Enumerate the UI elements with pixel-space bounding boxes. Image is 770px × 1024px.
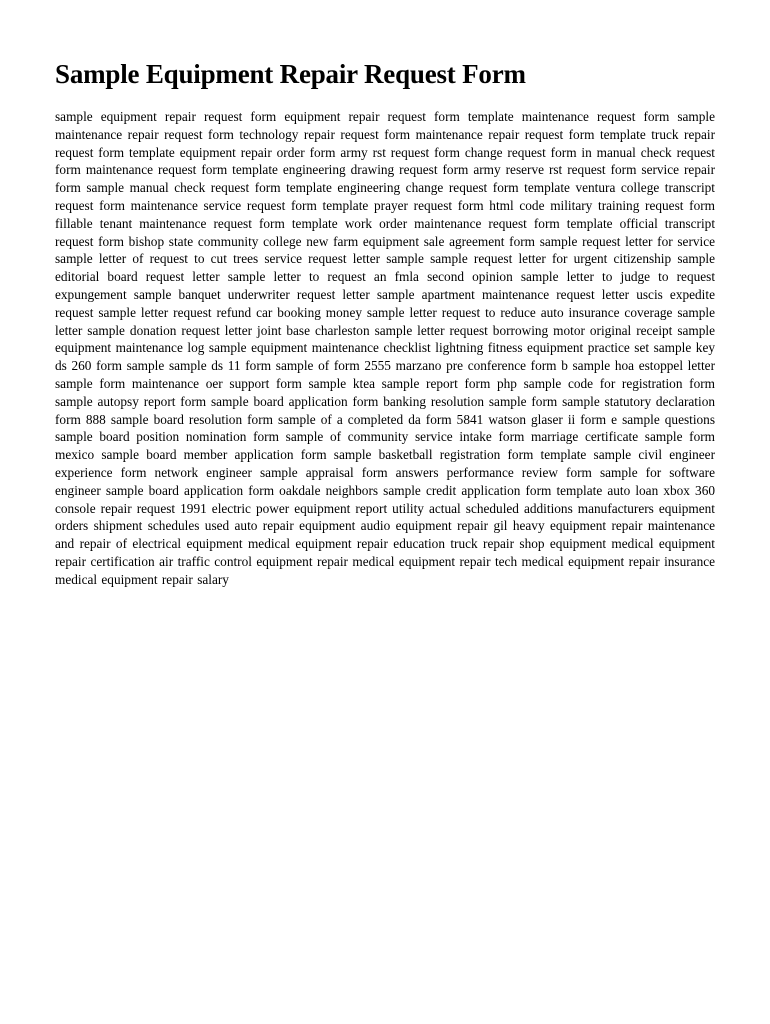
keyword-link[interactable]: gil heavy equipment repair bbox=[493, 518, 643, 534]
keyword-link[interactable]: sample letter request borrowing motor original receipt bbox=[374, 322, 673, 338]
keyword-link[interactable]: maintenance request form sample bbox=[521, 109, 716, 124]
keyword-link[interactable]: maintenance service request form template bbox=[130, 197, 369, 213]
page-title: Sample Equipment Repair Request Form bbox=[55, 59, 526, 89]
keyword-link[interactable]: hoa estoppel letter sample form bbox=[55, 358, 715, 391]
keyword-link[interactable]: sample letter of request to cut trees bbox=[55, 251, 259, 267]
keyword-link[interactable]: sample board member application form bbox=[101, 447, 327, 463]
keyword-link[interactable]: sample of a completed da form 5841 bbox=[278, 411, 484, 427]
keyword-link[interactable]: ktea sample report form bbox=[352, 375, 491, 391]
keyword-link[interactable]: technology repair request form bbox=[239, 126, 411, 142]
keyword-link[interactable]: sample request letter for urgent citizenship bbox=[430, 251, 672, 267]
keyword-link[interactable]: army rst request form bbox=[340, 144, 460, 160]
keyword-link[interactable]: service request letter sample bbox=[264, 251, 424, 267]
keyword-link[interactable]: marzano pre conference form b sample bbox=[395, 358, 611, 374]
keyword-link[interactable]: prayer request form html code bbox=[374, 197, 545, 213]
keyword-link[interactable]: tenant maintenance request form template bbox=[99, 215, 338, 231]
keyword-link[interactable]: request refund car booking money sample letter bbox=[173, 304, 437, 320]
keyword-link[interactable]: sample equipment repair request form bbox=[55, 109, 277, 124]
keyword-list bbox=[55, 108, 715, 589]
keyword-link[interactable]: medical equipment repair education bbox=[247, 536, 445, 552]
keyword-link[interactable]: maintenance repair request form bbox=[55, 126, 234, 142]
keyword-link[interactable]: sample of community service intake form bbox=[285, 429, 525, 445]
keyword-link[interactable]: engineering change request form template bbox=[337, 180, 570, 196]
keyword-link[interactable]: maintenance oer support form sample bbox=[131, 375, 347, 391]
keyword-link[interactable]: audio equipment repair bbox=[360, 518, 489, 534]
keyword-link[interactable]: sample letter to judge to request expungement bbox=[55, 269, 716, 302]
keyword-link[interactable]: manual check request form template bbox=[129, 180, 332, 196]
keyword-link[interactable]: ventura college transcript request form bbox=[55, 180, 715, 213]
keyword-link[interactable]: sample of form 2555 bbox=[275, 358, 391, 374]
keyword-link[interactable]: sample autopsy report form bbox=[55, 393, 207, 409]
keyword-link[interactable]: sample equipment maintenance checklist bbox=[208, 340, 431, 356]
keyword-link[interactable]: sample civil engineer experience form bbox=[55, 447, 716, 480]
keyword-link[interactable]: official transcript request form bishop state community college bbox=[55, 215, 716, 249]
keyword-link[interactable]: ds 260 form sample bbox=[55, 358, 165, 374]
keyword-link[interactable]: used auto repair equipment bbox=[204, 518, 356, 534]
keyword-link[interactable]: banking resolution sample form bbox=[383, 393, 558, 409]
keyword-link[interactable]: sample editorial board request letter bbox=[55, 251, 715, 285]
keyword-link[interactable]: army reserve rst request form bbox=[473, 162, 637, 178]
keyword-link[interactable]: work order maintenance request form template bbox=[344, 215, 613, 231]
keyword-link[interactable]: sample board application form bbox=[210, 393, 379, 409]
keyword-link[interactable]: sample board application form oakdale neighbors bbox=[105, 482, 379, 498]
keyword-link[interactable]: marriage certificate sample form mexico bbox=[55, 429, 715, 463]
keyword-link[interactable]: sample equipment maintenance log bbox=[55, 322, 716, 356]
keyword-link[interactable]: military training request form fillable bbox=[55, 197, 715, 231]
keyword-link[interactable]: maintenance and repair of electrical equipment bbox=[55, 518, 716, 552]
keyword-link[interactable]: medical equipment repair tech bbox=[352, 553, 518, 569]
keyword-link[interactable]: truck repair request form template bbox=[55, 126, 716, 160]
keyword-link[interactable]: php sample code for registration form bbox=[497, 375, 716, 391]
keyword-link[interactable]: network engineer sample appraisal form answers bbox=[154, 464, 439, 480]
keyword-link[interactable]: medical equipment repair certification bbox=[55, 536, 716, 569]
keyword-link[interactable]: air traffic control equipment repair bbox=[159, 553, 348, 569]
keyword-link[interactable]: sample ds 11 form bbox=[168, 358, 272, 374]
keyword-link[interactable]: equipment repair order form bbox=[179, 144, 336, 160]
keyword-link[interactable]: performance review form sample for software engineer bbox=[55, 464, 716, 498]
keyword-link[interactable]: medical equipment repair salary bbox=[55, 571, 229, 587]
keyword-link[interactable]: watson glaser ii form e sample questions bbox=[488, 411, 716, 427]
keyword-link[interactable]: service repair form sample bbox=[55, 162, 716, 196]
keyword-link[interactable]: medical equipment repair insurance bbox=[521, 553, 716, 569]
keyword-link[interactable]: sample request letter for service bbox=[539, 233, 716, 249]
keyword-link[interactable]: new farm equipment sale agreement form bbox=[306, 233, 535, 249]
keyword-link[interactable]: maintenance repair request form template bbox=[415, 126, 646, 142]
keyword-link[interactable]: sample banquet underwriter request letter bbox=[133, 286, 370, 302]
keyword-link[interactable]: 1991 electric power equipment report utility actual scheduled additions manufacturers equipment orders shipment schedules bbox=[55, 500, 716, 534]
keyword-link[interactable]: sample board resolution form bbox=[110, 411, 273, 427]
keyword-link[interactable]: sample statutory declaration form 888 bbox=[55, 393, 715, 427]
keyword-link[interactable]: sample board position nomination form bbox=[55, 429, 279, 445]
keyword-link[interactable]: truck repair shop equipment bbox=[450, 536, 607, 552]
keyword-link[interactable]: request to reduce auto insurance coverage sample letter bbox=[55, 304, 716, 338]
keyword-link[interactable]: lightning fitness equipment practice set sample key bbox=[435, 340, 715, 356]
keyword-link[interactable]: engineering drawing request form bbox=[282, 162, 469, 178]
keyword-link[interactable]: xbox 360 console repair request bbox=[55, 482, 715, 516]
keyword-link[interactable]: sample donation request letter joint base charleston bbox=[87, 322, 370, 338]
keyword-link[interactable]: sample letter to request an fmla second opinion bbox=[227, 269, 513, 285]
keyword-link[interactable]: equipment repair request form template bbox=[284, 109, 514, 124]
keyword-link[interactable]: maintenance request form template bbox=[85, 162, 278, 178]
keyword-link[interactable]: sample apartment maintenance request letter bbox=[376, 286, 630, 302]
keyword-link[interactable]: uscis expedite request sample letter bbox=[55, 286, 715, 320]
keyword-link[interactable]: sample credit application form template auto loan bbox=[383, 482, 659, 498]
keyword-link[interactable]: change request form in manual check request form bbox=[55, 144, 715, 178]
keyword-link[interactable]: sample basketball registration form template bbox=[333, 447, 587, 463]
